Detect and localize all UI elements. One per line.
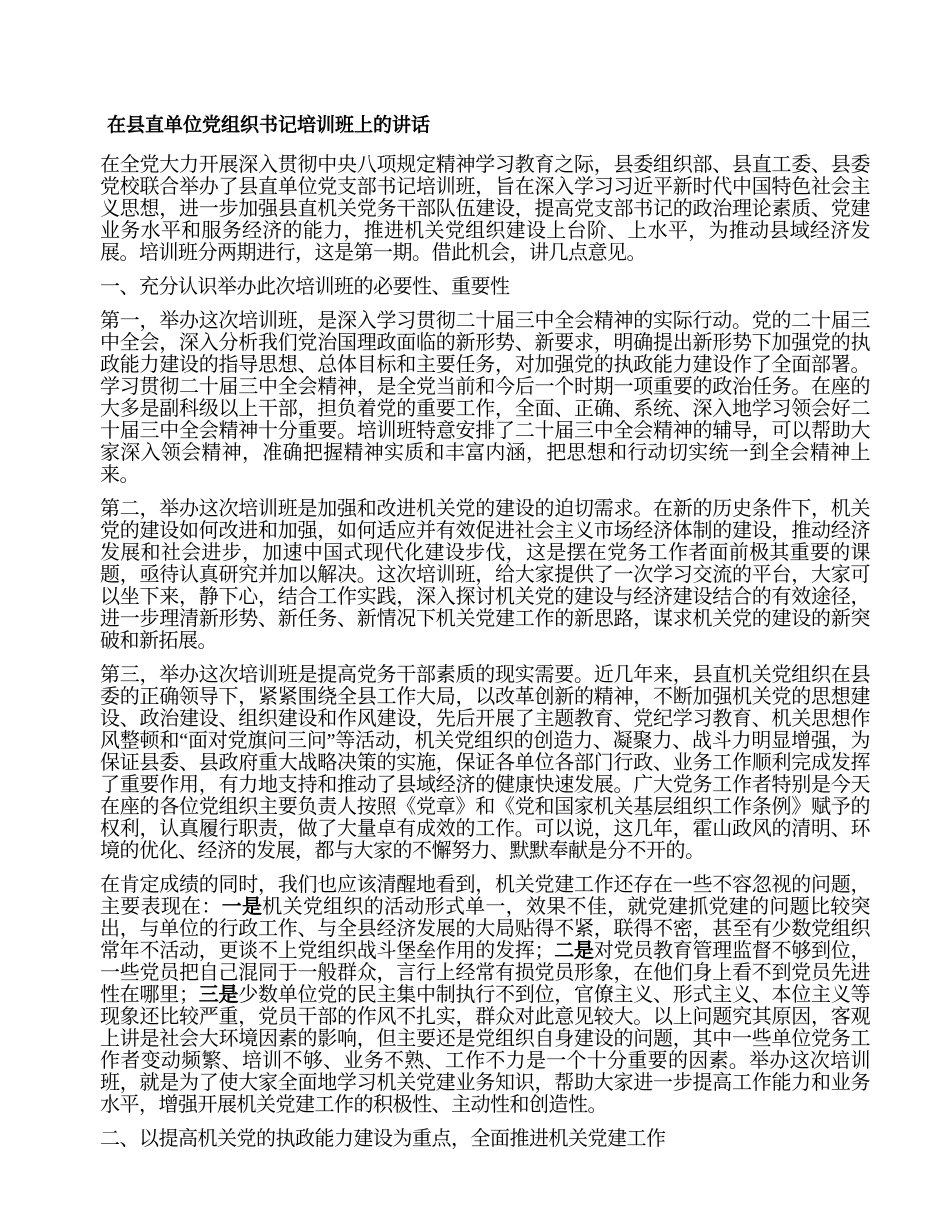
paragraph-first-point: 第一，举办这次培训班，是深入学习贯彻二十届三中全会精神的实际行动。党的二十届三中全会，深入分析我们党治国理政面临的新形势、新要求，明确提出新形势下加强党的执政能力建设的指导思想、总体目标和主要任务，对加强党的执政能力建设作了全面部署。学习贯彻二十届三中全会精神，是全党当前和今后一个时期一项重要的政治任务。在座的大多是副科级以上干部，担负着党的重要工作，全面、正确、系统、深入地学习领会好二十届三中全会精神十分重要。培训班特意安排了二十届三中全会精神的辅导，可以帮助大家深入领会精神，准确把握精神实质和丰富内涵，把思想和行动切实统一到全会精神上来。 [100,310,870,486]
problems-point-1-label: 一是 [221,896,263,918]
paragraph-third-point: 第三，举办这次培训班是提高党务干部素质的现实需要。近几年来，县直机关党组织在县委的正确领导下，紧紧围绕全县工作大局，以改革创新的精神，不断加强机关党的思想建设、政治建设、组织建设和作风建设，先后开展了主题教育、党纪学习教育、机关思想作风整顿和“面对党旗问三问”等活动，机关党组织的创造力、凝聚力、战斗力明显增强，为保证县委、县政府重大战略决策的实施，保证各单位各部门行政、业务工作顺利完成发挥了重要作用，有力地支持和推动了县域经济的健康快速发展。广大党务工作者特别是今天在座的各位党组织主要负责人按照《党章》和《党和国家机关基层组织工作条例》赋予的权利，认真履行职责，做了大量卓有成效的工作。可以说，这几年，霍山政风的清明、环境的优化、经济的发展，都与大家的不懈努力、默默奉献是分不开的。 [100,664,870,862]
intro-paragraph: 在全党大力开展深入贯彻中央八项规定精神学习教育之际，县委组织部、县直工委、县委党校联合举办了县直单位党支部书记培训班，旨在深入学习习近平新时代中国特色社会主义思想，进一步加强县直机关党务干部队伍建设，提高党支部书记的政治理论素质、党建业务水平和服务经济的能力，推进机关党组织建设上台阶、上水平，为推动县域经济发展。培训班分两期进行，这是第一期。借此机会，讲几点意见。 [100,154,870,264]
problems-intro-text: 在肯定成绩的同时，我们也应该清醒地看到，机关党建工作还存在一些不容忽视的问题，主要表现在： [100,874,870,918]
section-1-heading: 一、充分认识举办此次培训班的必要性、重要性 [100,276,510,298]
document-title: 在县直单位党组织书记培训班上的讲话 [107,115,431,136]
problems-point-2-label: 二是 [554,940,594,962]
problems-point-1-text: 机关党组织的活动形式单一，效果不佳，就党建抓党建的问题比较突出，与单位的行政工作、与全县经济发展的大局贴得不紧，联得不密，甚至有少数党组织常年不活动，更谈不上党组织战斗堡垒作用的发挥； [100,896,871,962]
paragraph-problems [100,874,870,1116]
problems-point-2-text: 对党员教育管理监督不够到位，一些党员把自己混同于一般群众，言行上经常有损党员形象，在他们身上看不到党员先进性在哪里； [100,940,870,1006]
problems-point-3-label: 三是 [198,984,239,1006]
paragraph-second-point: 第二，举办这次培训班是加强和改进机关党的建设的迫切需求。在新的历史条件下，机关党的建设如何改进和加强，如何适应并有效促进社会主义市场经济体制的建设，推动经济发展和社会进步，加速中国式现代化建设步伐，这是摆在党务工作者面前极其重要的课题，亟待认真研究并加以解决。这次培训班，给大家提供了一次学习交流的平台，大家可以坐下来，静下心，结合工作实践，深入探讨机关党的建设与经济建设结合的有效途径，进一步理清新形势、新任务、新情况下机关党建工作的新思路，谋求机关党的建设的新突破和新拓展。 [100,498,870,652]
problems-point-3-text: 少数单位党的民主集中制执行不到位，官僚主义、形式主义、本位主义等现象还比较严重，党员干部的作风不扎实，群众对此意见较大。以上问题究其原因，客观上讲是社会大环境因素的影响，但主要还是党组织自身建设的问题，其中一些单位党务工作者变动频繁、培训不够、业务不熟、工作不力是一个十分重要的因素。举办这次培训班，就是为了使大家全面地学习机关党建业务知识，帮助大家进一步提高工作能力和业务水平，增强开展机关党建工作的积极性、主动性和创造性。 [100,984,870,1116]
section-2-heading: 二、以提高机关党的执政能力建设为重点，全面推进机关党建工作 [100,1128,666,1150]
